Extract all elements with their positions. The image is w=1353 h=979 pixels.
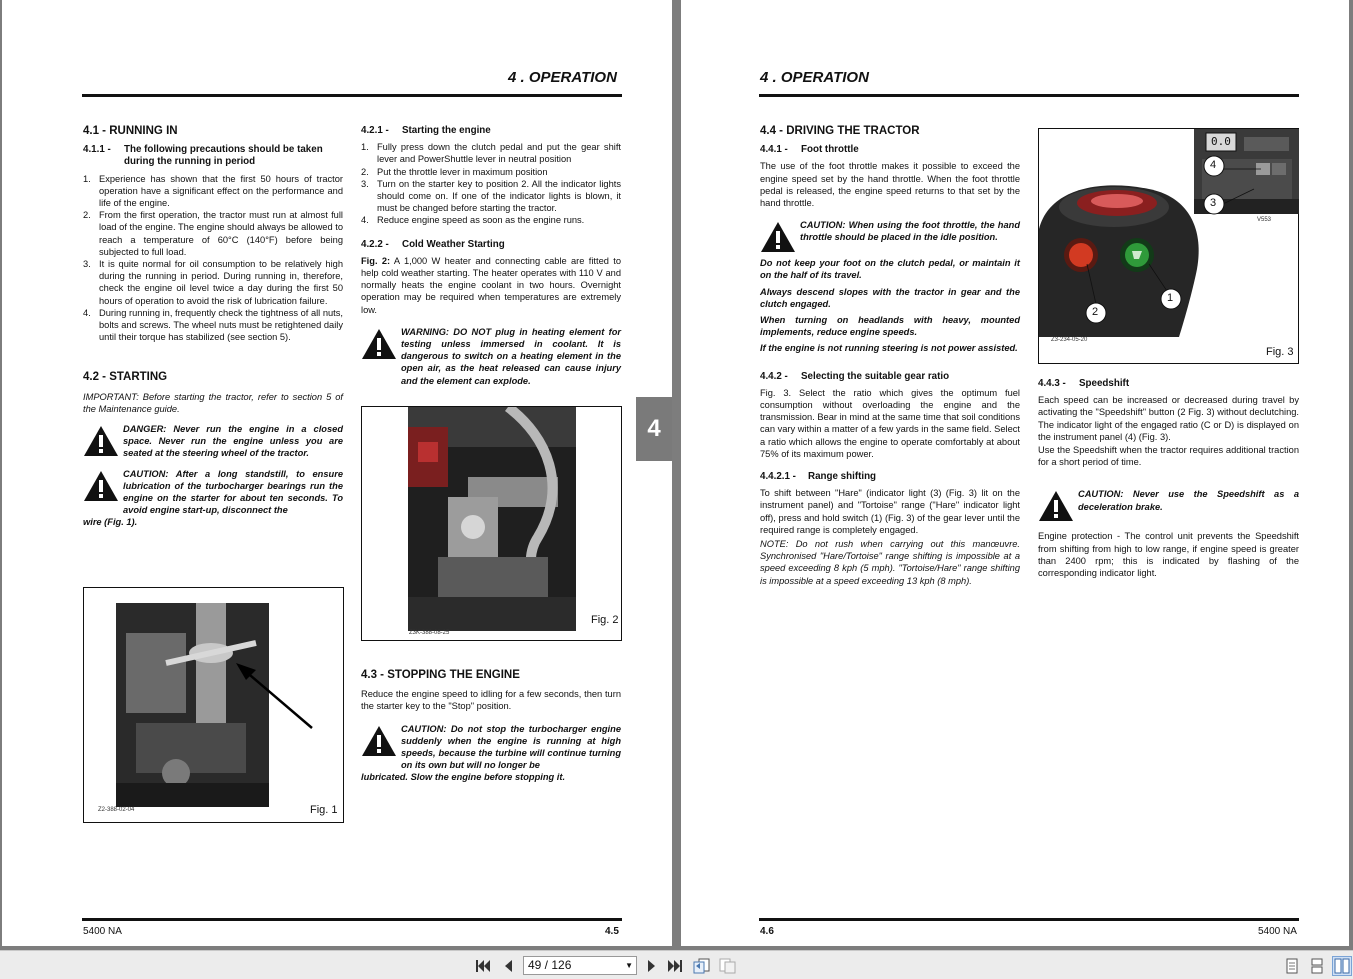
last-page-button[interactable]	[666, 957, 684, 975]
last-page-icon	[667, 959, 683, 973]
right-column-2	[1038, 378, 1299, 580]
next-page-button[interactable]	[643, 957, 661, 975]
header-rule	[759, 94, 1299, 97]
right-column-1: 4.4 - DRIVING THE TRACTOR 4.4.1 - Foot throttle The use of the foot throttle makes it possible to exceed the engine speed set by the hand throttle. When the foot throttle pedal is released, the engine speed returns to that set by the hand throttle. CAUTION: When using the foot throttle, the hand throttle should be placed in the idle position. Do not keep your foot on the clutch pedal, or maintain it on the half of its travel. Always descend slopes with the tractor in gear and the clutch engaged. When turning on headlands with heavy, mounted implements, reduce engine speeds. If the engine is not running steering is not power assisted. 4.4.2 - Selecting the suitable gear ratio Fig. 3. Select the ratio which gives the optimum fuel consumption without overloading the engine and the transmission. Bear in mind at the same time that soil conditions can vary within a matter of a few yards in the same field. Select a ratio which allows the engine to operate comfortably at about 75% of its maximum power. 4.4.2.1 - Range shifting To shift between "Hare" (indicator light (3) (Fig. 3) lit on the instrument panel) and "Tortoise" range ("Hare" indicator light off), press and hold switch (1) (Fig. 3) of the gear lever until the required range is completely engaged. NOTE: Do not rush when carrying out this manœuvre. Synchronised "Hare/Tortoise" range shifting is impossible at a speed exceeding 8 kph (5 mph). "Tortoise/Hare" range shifting is impossible at a speed exceeding 13 kph (8 mph).	[760, 125, 1020, 586]
subsection-4-2-1: 4.2.1 - Starting the engine	[361, 125, 491, 136]
figure-2: Z3K-388-08-25 Fig. 2	[361, 406, 622, 641]
subsection-4-4-2: 4.4.2 - Selecting the suitable gear ratio	[760, 370, 950, 382]
forward-view-icon	[719, 958, 737, 974]
list-item: 4. Reduce engine speed as soon as the engine runs.	[361, 215, 585, 226]
page-4-5	[2, 0, 672, 946]
page-number-input[interactable]: 49 / 126 ▼	[523, 956, 637, 975]
warning-triangle-icon	[1038, 488, 1078, 522]
footer-rule	[759, 918, 1299, 921]
danger-block: DANGER: Never run the engine in a closed space. Never run the engine unless you are seated at the steering wheel of the tractor.	[83, 423, 343, 460]
figure-3-label: Fig. 3	[1266, 346, 1294, 358]
previous-page-button[interactable]	[499, 957, 517, 975]
two-page-icon	[1334, 958, 1350, 974]
footer-model: 5400 NA	[1258, 926, 1297, 937]
single-page-view-button[interactable]	[1282, 956, 1302, 976]
figure-1: Z2-388-02-04 Fig. 1	[83, 587, 344, 823]
previous-page-icon	[502, 959, 514, 973]
footer-rule	[82, 918, 622, 921]
callout-3: 3	[1210, 197, 1217, 209]
page-header-title: 4 . OPERATION	[760, 69, 869, 86]
next-page-icon	[646, 959, 658, 973]
list-item: 2. Put the throttle lever in maximum position	[361, 166, 548, 177]
subsection-4-2-2: 4.2.2 - Cold Weather Starting	[361, 238, 505, 250]
subsection-4-4-3: 4.4.3 - Speedshift	[1038, 378, 1130, 389]
first-page-button[interactable]	[474, 957, 492, 975]
go-back-view-button[interactable]	[693, 957, 711, 975]
callout-lines	[1039, 129, 1300, 365]
arrow-icon	[234, 648, 324, 738]
engine-protection-text: Engine protection - The control unit prevents the Speedshift from shifting from high to low range, if engine speed is greater than 2400 rpm; this is indicated by flashing of the corresponding indicator light.	[1038, 531, 1299, 579]
section-title-4-4: 4.4 - DRIVING THE TRACTOR	[760, 125, 920, 137]
starting-list	[361, 141, 621, 226]
warning-block-heater: WARNING: DO NOT plug in heating element for testing unless immersed in coolant. It is dangerous to switch on a heating element in the open air, as the heat released can cause injury and the element can explode.	[361, 326, 621, 387]
warning-triangle-icon	[361, 326, 401, 387]
back-view-icon	[693, 958, 711, 974]
page-number: 4.6	[760, 926, 774, 937]
list-item: 3. It is quite normal for oil consumption to be relatively high during the running in period. During running in, therefore, check the engine oil level twice a day during the first 50 hours of operation to avoid the risk of lubrication failure.	[83, 259, 343, 306]
left-column-1: 4.1 - RUNNING IN 4.1.1 - The following precautions should be taken during the running in period 1. Experience has shown that the first 50 hours of tractor operation have a significant effect on the performance and life of the engine. 2. From the first operation, the tractor must run at almost full load of the engine. The engine should always be allowed to reach a temperature of 60°C (140°F) before being subjected to full load. 3. It is quite normal for oil consumption to be relatively high during the running in period. During running in, therefore, check the engine oil level twice a day during the first 50 hours of operation to avoid the risk of lubrication failure. 4. During running in, frequently check the tightness of all nuts, bolts and screws. The wheel nuts must be retightened daily until their torque has stabilized (see section 5). 4.2 - STARTING IMPORTANT: Before starting the tractor, refer to section 5 of the Maintenance guide. DANGER: Never run the engine in a closed space. Never run the engine unless you are seated at the steering wheel of the tractor. CAUTION: After a long standstill, to ensure lubrication of the turbocharger bearings run the engine on the starter for about ten seconds. To avoid engine start-up, disconnect the wire (Fig. 1).	[83, 125, 343, 528]
speedshift-text: Each speed can be increased or decreased during travel by activating the "Speedshift" button (2 Fig. 3) without declutching. The indicator light of the engaged ratio (C or D) is displayed on the instrument panel (4) (Fig. 3).	[1038, 395, 1299, 442]
section-title-4-2: 4.2 - STARTING	[83, 371, 168, 384]
figure-3: 0.0 V553 4 3 1 2 Z3-234-05-20 Fig. 3	[1038, 128, 1299, 364]
caution-block-turbo: CAUTION: After a long standstill, to ensure lubrication of the turbocharger bearings run the engine on the starter for about ten seconds. To avoid engine start-up, disconnect the	[83, 468, 343, 517]
page-4-6	[681, 0, 1349, 946]
subsection-4-4-2-1: 4.4.2.1 - Range shifting	[760, 471, 877, 483]
figure-1-label: Fig. 1	[310, 804, 338, 816]
chapter-tab: 4	[636, 397, 672, 461]
page-number: 4.5	[605, 926, 619, 937]
section-title-4-3: 4.3 - STOPPING THE ENGINE	[361, 669, 520, 681]
header-rule	[82, 94, 622, 97]
left-column-2	[361, 125, 621, 393]
subsection-4-4-1: 4.4.1 - Foot throttle	[760, 144, 859, 156]
callout-1: 1	[1167, 292, 1174, 304]
range-note: NOTE: Do not rush when carrying out this manœuvre. Synchronised "Hare/Tortoise" range shifting is impossible at a speed exceeding 8 kph (5 mph). "Tortoise/Hare" range shifting is impossible at a speed exceeding 13 kph (8 mph).	[760, 539, 1020, 586]
two-page-view-button[interactable]	[1332, 956, 1352, 976]
chevron-down-icon[interactable]: ▼	[625, 961, 633, 970]
viewer-toolbar	[0, 950, 1353, 979]
figure-2-label: Fig. 2	[591, 614, 619, 626]
callout-2: 2	[1092, 306, 1099, 318]
important-note: IMPORTANT: Before starting the tractor, refer to section 5 of the Maintenance guide.	[83, 391, 343, 414]
list-item: 2. From the first operation, the tractor must run at almost full load of the engine. The engine should always be allowed to reach a temperature of 60°C (140°F) before being subjected to full load.	[83, 210, 343, 257]
footer-model: 5400 NA	[83, 926, 122, 937]
left-column-2-bottom: 4.3 - STOPPING THE ENGINE Reduce the engine speed to idling for a few seconds, then turn the starter key to the "Stop" position. CAUTION: Do not stop the turbocharger engine suddenly when the engine is running at high speeds, because the turbine will continue turning on its own but will no longer be lubricated. Slow the engine before stopping it.	[361, 669, 621, 783]
list-item: 3. Turn on the starter key to position 2. All the indicator lights should come on. If one of the indicator lights is blown, it must be changed before starting the tractor.	[361, 178, 621, 214]
gear-ratio-text: Fig. 3. Select the ratio which gives the optimum fuel consumption without overloading the engine and the transmission. Bear in mind at the same time that soil conditions can vary within a matter of a few yards in the same field. Select a ratio which allows the engine to operate comfortably at about 75% of its maximum power.	[760, 387, 1020, 459]
continuous-page-icon	[1311, 958, 1323, 974]
warning-triangle-icon	[83, 423, 123, 460]
subsection-4-1-1: 4.1.1 - The following precautions should be taken during the running in period	[83, 144, 323, 168]
caution-block-throttle: CAUTION: When using the foot throttle, the hand throttle should be placed in the idle position.	[760, 219, 1020, 253]
warning-triangle-icon	[760, 219, 800, 253]
list-item: 4. During running in, frequently check the tightness of all nuts, bolts and screws. The wheel nuts must be retightened daily until their torque has stabilized (see section 5).	[83, 307, 343, 343]
cold-weather-text: Fig. 2: A 1,000 W heater and connecting cable are fitted to help cold weather starting. The heater operates with 110 V and normally heats the engine coolant in two hours. Overnight operation may be required when temperatures are extremely low.	[361, 255, 621, 315]
warning-triangle-icon	[83, 468, 123, 517]
first-page-icon	[475, 959, 491, 973]
heater-photo	[408, 407, 576, 631]
callout-4: 4	[1210, 159, 1217, 171]
caution-block-speedshift: CAUTION: Never use the Speedshift as a deceleration brake.	[1038, 488, 1299, 522]
list-item: 1. Experience has shown that the first 50 hours of tractor operation have a significant effect on the performance and life of the engine.	[83, 173, 343, 209]
single-page-icon	[1286, 958, 1298, 974]
caution-block-stop: CAUTION: Do not stop the turbocharger engine suddenly when the engine is running at high speeds, because the turbine will continue turning on its own but will no longer be	[361, 723, 621, 772]
continuous-view-button[interactable]	[1307, 956, 1327, 976]
range-shifting-text: To shift between "Hare" (indicator light (3) (Fig. 3) lit on the instrument panel) and "Tortoise" range ("Hare" indicator light off), press and hold switch (1) (Fig. 3) of the gear lever until the required range is completely engaged.	[760, 488, 1020, 535]
list-item: 1. Fully press down the clutch pedal and put the gear shift lever and PowerShuttle lever in neutral position	[361, 142, 621, 165]
section-title-4-1: 4.1 - RUNNING IN	[83, 125, 178, 137]
go-forward-view-button[interactable]	[719, 957, 737, 975]
page-header-title: 4 . OPERATION	[508, 69, 617, 86]
stopping-text: Reduce the engine speed to idling for a few seconds, then turn the starter key to the "Stop" position.	[361, 689, 621, 712]
running-in-list	[83, 173, 343, 344]
speedshift-text-2: Use the Speedshift when the tractor requires additional traction for a short period of time.	[1038, 445, 1299, 468]
warning-triangle-icon	[361, 723, 401, 772]
display-readout: 0.0	[1211, 135, 1231, 148]
foot-throttle-text: The use of the foot throttle makes it possible to exceed the engine speed set by the hand throttle. When the foot throttle pedal is released, the engine speed returns to that set by the hand throttle.	[760, 161, 1020, 209]
